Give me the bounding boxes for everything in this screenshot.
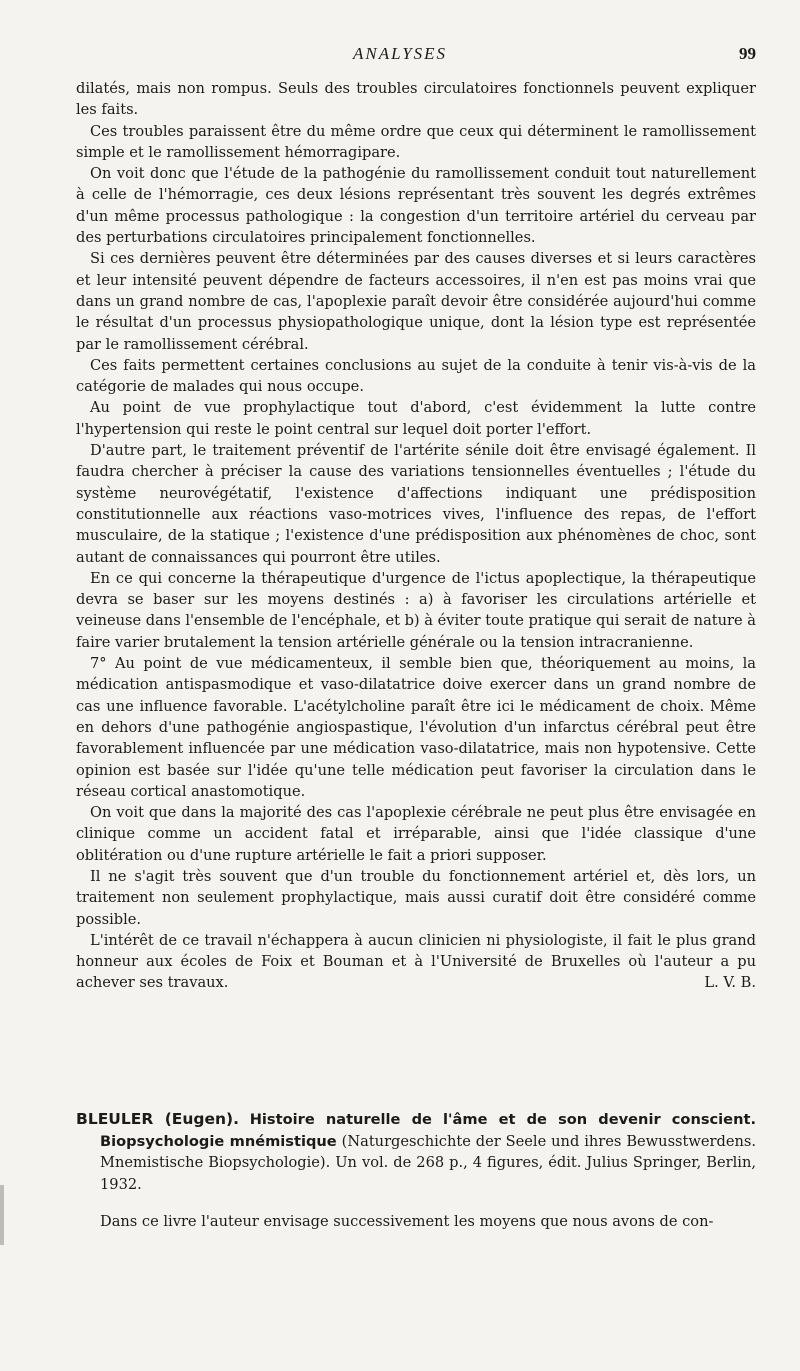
review-author: BLEULER (Eugen).	[76, 1110, 240, 1128]
scan-edge-mark	[0, 1185, 4, 1245]
page-header	[0, 44, 800, 68]
paragraph: Ces troubles paraissent être du même ordre que ceux qui déterminent le ramollissement simple et le ramollissement hémorragipare.	[76, 122, 756, 161]
review-text: Dans ce livre l'auteur envisage successivement les moyens que nous avons de con-	[100, 1213, 714, 1231]
article-body	[76, 78, 756, 994]
review-original-title: (Naturgeschichte der Seele und ihres Bewusstwerdens. Mnemistische Biopsychologie). Un vol. de 268 p., 4 figures, édit. Julius Springer, Berlin, 1932.	[100, 1132, 757, 1193]
running-title: ANALYSES	[352, 44, 448, 63]
paragraph: Au point de vue prophylactique tout d'abord, c'est évidemment la lutte contre l'hypertension qui reste le point central sur lequel doit porter l'effort.	[76, 399, 756, 438]
closing-text: L'intérêt de ce travail n'échappera à aucun clinicien ni physiologiste, il fait le plus grand honneur aux écoles de Foix et Bouman et à l'Université de Bruxelles où l'auteur a pu achever ses travaux.	[76, 931, 756, 992]
book-review	[76, 1109, 756, 1233]
paragraph: En ce qui concerne la thérapeutique d'urgence de l'ictus apoplectique, la thérapeutique devra se baser sur les moyens destinés : a) à favoriser les circulations artérielle et veineuse dans l'ensemble de l'encéphale, et b) à éviter toute pratique qui serait de nature à faire varier brutalement la tension artérielle générale ou la tension intracranienne.	[76, 569, 756, 651]
paragraph: dilatés, mais non rompus. Seuls des troubles circulatoires fonctionnels peuvent expliquer les faits.	[76, 80, 756, 119]
paragraph: On voit que dans la majorité des cas l'apoplexie cérébrale ne peut plus être envisagée en clinique comme un accident fatal et irréparable, ainsi que l'idée classique d'une oblitération ou d'une rupture artérielle le fait a priori supposer.	[76, 804, 756, 864]
paragraph: 7° Au point de vue médicamenteux, il semble bien que, théoriquement au moins, la médication antispasmodique et vaso-dilatatrice doive exercer dans un grand nombre de cas une influence favorable. L'acétylcholine paraît être ici le médicament de choix. Même en dehors d'une pathogénie angiospastique, l'évolution d'un infarctus cérébral peut être favorablement influencée par une médication vaso-dilatatrice, mais non hypotensive. Cette opinion est basée sur l'idée qu'une telle médication peut favoriser la circulation dans le réseau cortical anastomotique.	[76, 655, 756, 800]
paragraph: On voit donc que l'étude de la pathogénie du ramollissement conduit tout naturellement à celle de l'hémorragie, ces deux lésions représentant très souvent les degrés extrêmes d'un même processus pathologique : la congestion d'un territoire artériel du cerveau par des perturbations circulatoires principalement fonctionnelles.	[76, 165, 756, 247]
review-title: Histoire naturelle de l'âme et de son devenir conscient. Biopsychologie mnémistique	[100, 1111, 756, 1150]
closing-paragraph	[76, 930, 756, 994]
signature: L. V. B.	[704, 974, 756, 992]
paragraph: Ces faits permettent certaines conclusions au sujet de la conduite à tenir vis-à-vis de la catégorie de malades qui nous occupe.	[76, 356, 756, 396]
page-number: 99	[739, 44, 756, 63]
paragraph: D'autre part, le traitement préventif de l'artérite sénile doit être envisagé également. Il faudra chercher à préciser la cause des variations tensionnelles éventuelles ; l'étude du système neurovégétatif, l'existence d'affections indiquant une prédisposition constitutionnelle aux réactions vaso-motrices vives, l'influence des repas, de l'effort musculaire, de la statique ; l'existence d'une prédisposition aux phénomènes de choc, sont autant de connaissances qui pourront être utiles.	[76, 442, 756, 566]
review-heading	[76, 1109, 756, 1195]
paragraph: Il ne s'agit très souvent que d'un trouble du fonctionnement artériel et, dès lors, un traitement non seulement prophylactique, mais aussi curatif doit être considéré comme possible.	[76, 867, 756, 928]
paragraph: Si ces dernières peuvent être déterminées par des causes diverses et si leurs caractères et leur intensité peuvent dépendre de facteurs accessoires, il n'en est pas moins vrai que dans un grand nombre de cas, l'apoplexie paraît devoir être considérée aujourd'hui comme le résultat d'un processus physiopathologique unique, dont la lésion type est représentée par le ramollissement cérébral.	[76, 250, 756, 353]
